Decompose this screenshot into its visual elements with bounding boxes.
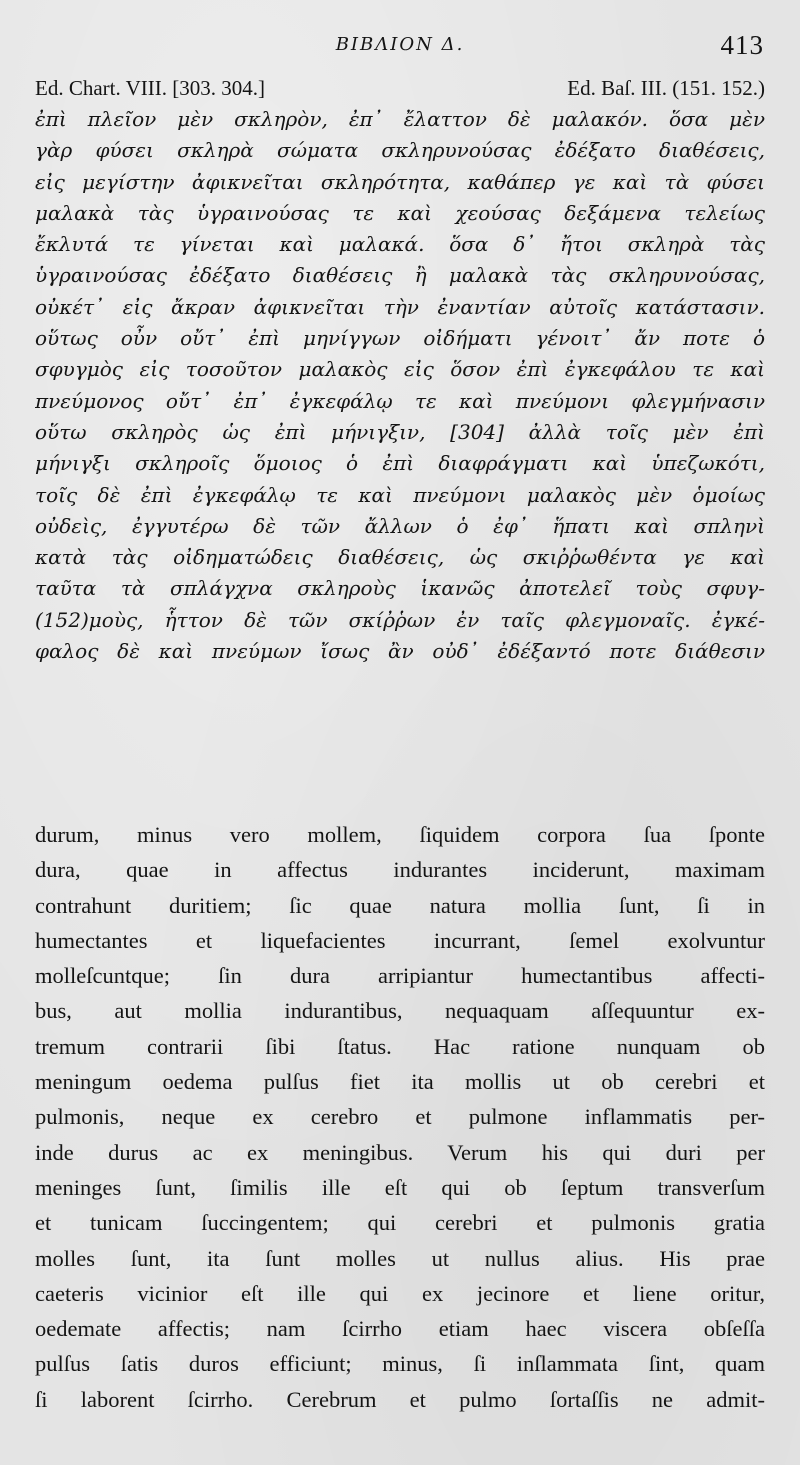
greek-text-line: οὐκέτ᾽ εἰς ἄκραν ἀφικνεῖται τὴν ἐναντίαν αὐτοῖς κατάστασιν. [35,294,765,319]
greek-text-line: οὕτως οὖν οὔτ᾽ ἐπὶ μηνίγγων οἰδήματι γένοιτ᾽ ἄν ποτε ὁ [35,326,765,351]
greek-text-line: πνεύμονος οὔτ᾽ ἐπ᾽ ἐγκεφάλῳ τε καὶ πνεύμονι φλεγμήνασιν [35,388,765,413]
greek-text-line: ὑγραινούσας ἐδέξατο διαθέσεις ἢ μαλακὰ τὰς σκληρυνούσας, [35,263,765,288]
latin-text-line: bus, aut mollia indurantibus, nequaquam aſſequuntur ex- [35,998,765,1024]
running-title: ΒΙΒΛΙΟΝ Δ. [335,34,465,55]
greek-text-line: (152)μοὺς, ἧττον δὲ τῶν σκίῤῥων ἐν ταῖς φλεγμοναῖς. ἐγκέ- [35,607,765,632]
greek-text-line: ἔκλυτά τε γίνεται καὶ μαλακά. ὅσα δ᾽ ἤτοι σκληρὰ τὰς [35,232,765,257]
latin-text-line: molles ſunt, ita ſunt molles ut nullus alius. His prae [35,1245,765,1271]
latin-text-line: humectantes et liquefacientes incurrant, ſemel exolvuntur [35,927,765,953]
greek-text-line: οὐδεὶς, ἐγγυτέρω δὲ τῶν ἄλλων ὁ ἐφ᾽ ἥπατι καὶ σπληνὶ [35,513,765,538]
latin-text-line: pulmonis, neque ex cerebro et pulmone inflammatis per- [35,1104,765,1130]
greek-text-block [35,104,765,667]
latin-text-line: et tunicam ſuccingentem; qui cerebri et pulmonis gratia [35,1210,765,1236]
latin-text-line: durum, minus vero mollem, ſiquidem corpora ſua ſponte [35,822,765,847]
greek-text-line: κατὰ τὰς οἰδηματώδεις διαθέσεις, ὡς σκιῤῥωθέντα γε καὶ [35,545,765,570]
latin-text-line: oedemate affectis; nam ſcirrho etiam haec viscera obſeſſa [35,1316,765,1342]
greek-text-line: οὕτω σκληρὸς ὡς ἐπὶ μήνιγξιν, [304] ἀλλὰ τοῖς μὲν ἐπὶ [35,419,765,444]
latin-text-line: tremum contrarii ſibi ſtatus. Hac ratione nunquam ob [35,1033,765,1059]
page-number: 413 [720,30,764,60]
latin-text-line: inde durus ac ex meningibus. Verum his qui duri per [35,1139,765,1165]
edition-basel: Ed. Baſ. III. (151. 152.) [567,76,765,100]
latin-text-line: caeteris vicinior eſt ille qui ex jecinore et liene oritur, [35,1280,765,1306]
greek-text-line: εἰς μεγίστην ἀφικνεῖται σκληρότητα, καθάπερ γε καὶ τὰ φύσει [35,169,765,194]
edition-chartier: Ed. Chart. VIII. [303. 304.] [35,76,265,100]
running-head [0,30,800,62]
latin-text-line: meningum oedema pulſus fiet ita mollis ut ob cerebri et [35,1069,765,1095]
latin-text-line: pulſus ſatis duros efficiunt; minus, ſi inſlammata ſint, quam [35,1351,765,1377]
greek-text-line: ταῦτα τὰ σπλάγχνα σκληροὺς ἱκανῶς ἀποτελεῖ τοὺς σφυγ- [35,576,765,601]
greek-text-line: μήνιγξι σκληροῖς ὅμοιος ὁ ἐπὶ διαφράγματι καὶ ὑπεζωκότι, [35,451,765,476]
greek-text-line: μαλακὰ τὰς ὑγραινούσας τε καὶ χεούσας δεξάμενα τελείως [35,200,765,225]
edition-references [35,76,765,102]
latin-text-block [35,817,765,1417]
latin-text-line: molleſcuntque; ſin dura arripiantur humectantibus affecti- [35,963,765,989]
greek-text-line: φαλος δὲ καὶ πνεύμων ἴσως ἂν οὐδ᾽ ἐδέξαντό ποτε διάθεσιν [35,639,765,664]
greek-text-line: σφυγμὸς εἰς τοσοῦτον μαλακὸς εἰς ὅσον ἐπὶ ἐγκεφάλου τε καὶ [35,357,765,382]
greek-text-line: γὰρ φύσει σκληρὰ σώματα σκληρυνούσας ἐδέξατο διαθέσεις, [35,138,765,163]
latin-text-line: contrahunt duritiem; ſic quae natura mollia ſunt, ſi in [35,892,765,918]
greek-text-line: τοῖς δὲ ἐπὶ ἐγκεφάλῳ τε καὶ πνεύμονι μαλακὸς μὲν ὁμοίως [35,482,765,507]
greek-text-line: ἐπὶ πλεῖον μὲν σκληρὸν, ἐπ᾽ ἔλαττον δὲ μαλακόν. ὅσα μὲν [35,107,765,131]
latin-text-line: ſi laborent ſcirrho. Cerebrum et pulmo ſortaſſis ne admit- [35,1386,765,1412]
latin-text-line: meninges ſunt, ſimilis ille eſt qui ob ſeptum transverſum [35,1174,765,1200]
latin-text-line: dura, quae in affectus indurantes inciderunt, maximam [35,857,765,883]
